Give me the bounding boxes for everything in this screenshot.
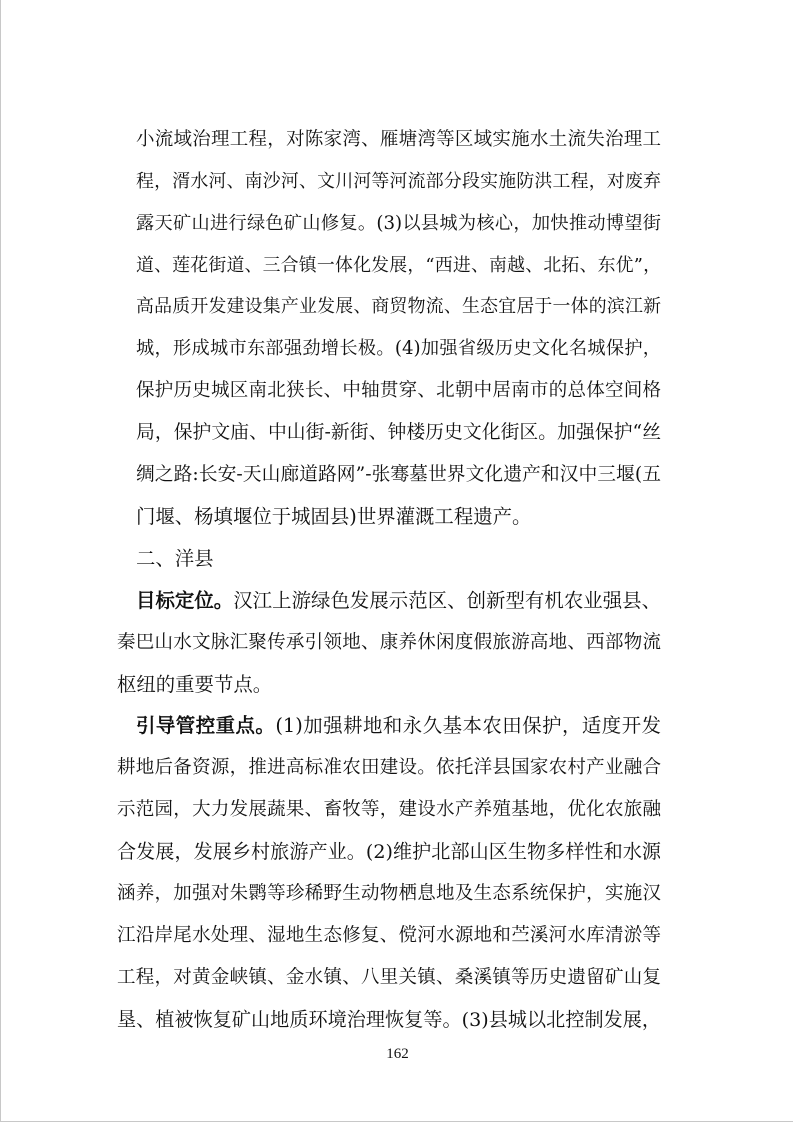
body-text-line: 垦、植被恢复矿山地质环境治理恢复等。(3)县城以北控制发展，	[117, 1008, 661, 1031]
body-text-line: 程，湑水河、南沙河、文川河等河流部分段实施防洪工程，对废弃	[136, 171, 661, 192]
body-text-line: 道、莲花街道、三合镇一体化发展，“西进、南越、北拓、东优”，	[136, 255, 661, 276]
body-text-span: (1)加强耕地和永久基本农田保护，适度开发	[275, 714, 662, 737]
body-text-span: 汉江上游绿色发展示范区、创新型有机农业强县、	[233, 589, 662, 612]
body-text-line: 门堰、杨填堰位于城固县)世界灌溉工程遗产。	[136, 505, 532, 528]
page-number: 162	[386, 1046, 409, 1062]
guidance-label: 引导管控重点。	[136, 714, 276, 737]
body-text-line: 小流域治理工程，对陈家湾、雁塘湾等区域实施水土流失治理工	[136, 129, 661, 150]
section-heading: 二、洋县	[136, 547, 214, 570]
body-text-line: 绸之路:长安-天山廊道路网”-张骞墓世界文化遗产和汉中三堰(五	[136, 464, 661, 485]
body-text-line: 合发展，发展乡村旅游产业。(2)维护北部山区生物多样性和水源	[117, 840, 661, 863]
body-text-line: 秦巴山水文脉汇聚传承引领地、康养休闲度假旅游高地、西部物流	[117, 632, 661, 653]
body-text-line: 示范园，大力发展蔬果、畜牧等，建设水产养殖基地，优化农旅融	[117, 799, 661, 820]
body-text-line: 城，形成城市东部强劲增长极。(4)加强省级历史文化名城保护，	[136, 338, 661, 359]
body-text-line: 工程，对黄金峡镇、金水镇、八里关镇、桑溪镇等历史遗留矿山复	[117, 967, 661, 988]
body-text-line: 露天矿山进行绿色矿山修复。(3)以县城为核心，加快推动博望街	[136, 213, 661, 234]
target-paragraph-first-line	[136, 587, 661, 615]
body-text-line: 枢纽的重要节点。	[117, 673, 273, 696]
guidance-paragraph-first-line	[136, 712, 661, 740]
body-text-line: 江沿岸尾水处理、湿地生态修复、傥河水源地和苎溪河水库清淤等	[117, 925, 661, 946]
body-text-line: 高品质开发建设集产业发展、商贸物流、生态宜居于一体的滨江新	[136, 296, 661, 317]
body-text-line: 局，保护文庙、中山街-新街、钟楼历史文化街区。加强保护“丝	[136, 422, 661, 443]
body-text-line: 保护历史城区南北狭长、中轴贯穿、北朝中居南市的总体空间格	[136, 380, 661, 401]
body-text-line: 涵养，加强对朱鹮等珍稀野生动物栖息地及生态系统保护，实施汉	[117, 883, 661, 904]
target-label: 目标定位。	[136, 589, 234, 612]
body-text-line: 耕地后备资源，推进高标准农田建设。依托洋县国家农村产业融合	[117, 757, 661, 778]
